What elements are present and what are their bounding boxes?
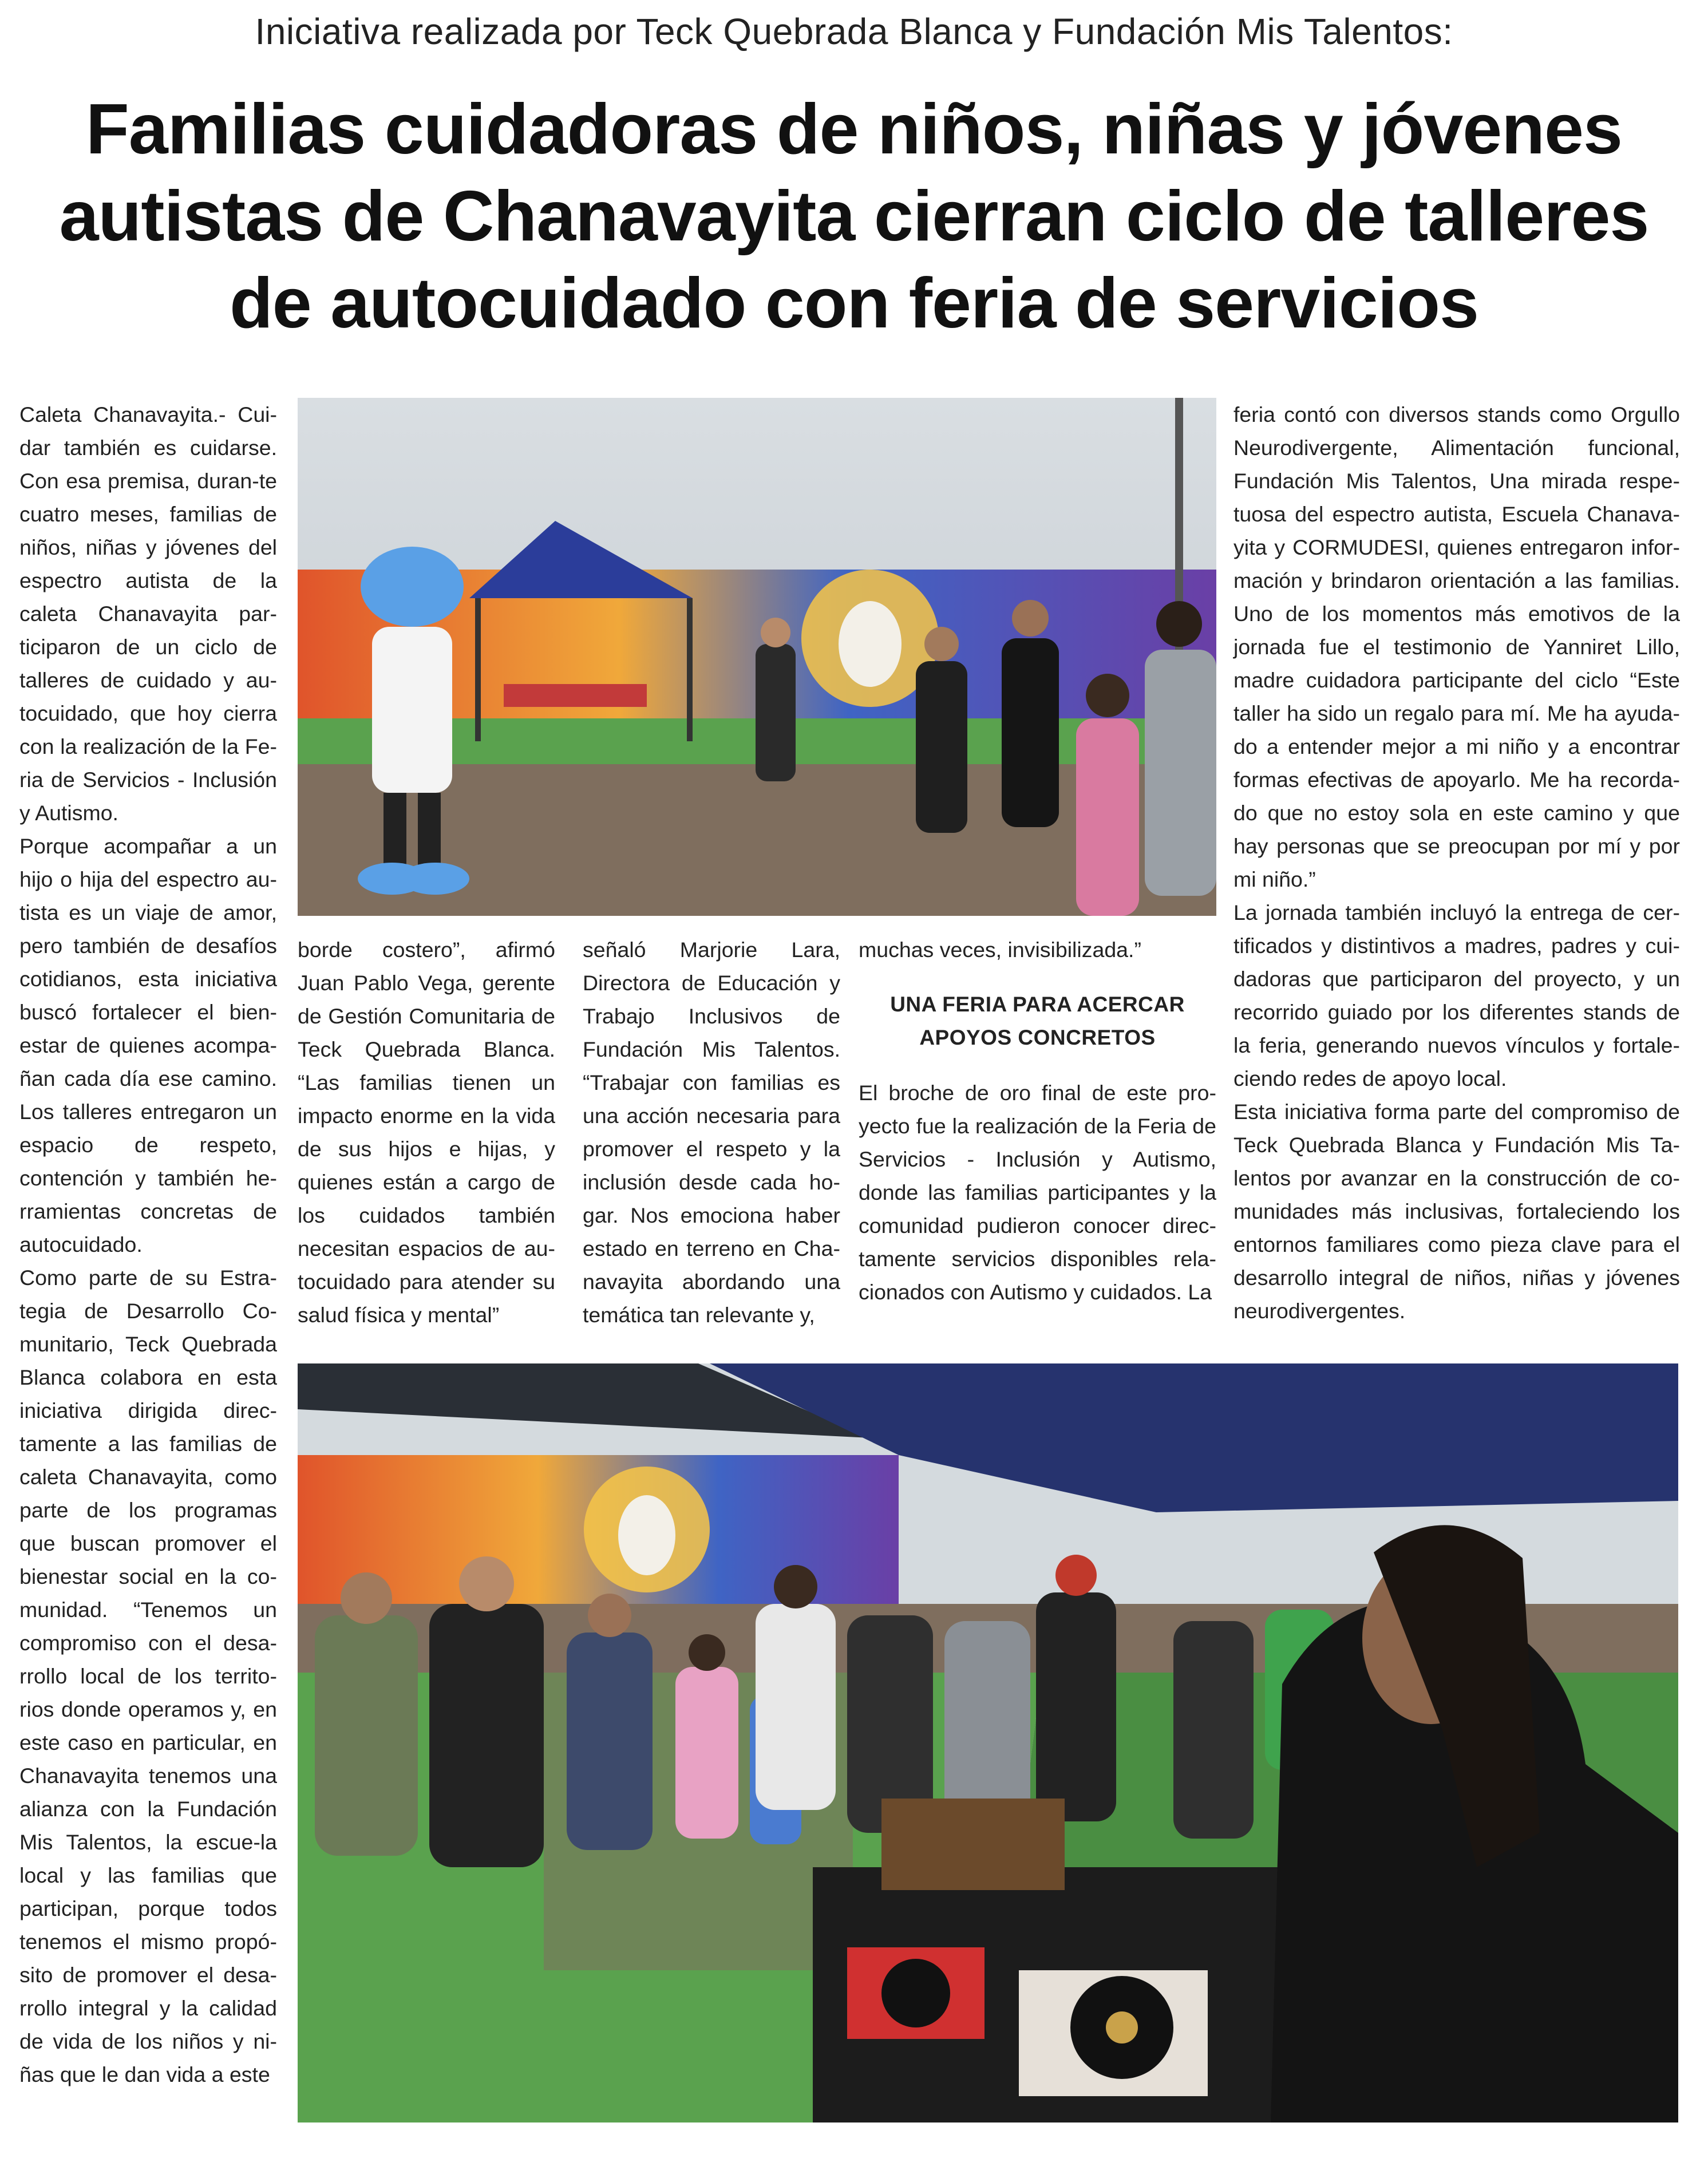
photo-mascot-at-fair (298, 398, 1216, 916)
text-column-5 (1233, 398, 1680, 1327)
headline-line-1: Familias cuidadoras de niños, niñas y jóvenes (86, 90, 1622, 169)
paragraph: Esta iniciativa forma parte del compromiso de Teck Quebrada Blanca y Fundación Mis Ta-lentos por avanzar en la construcción de co-munidades más inclusivas, fortaleciendo los entornos familiares como pieza clave para el desarrollo integral de niños, niñas y jóvenes neurodivergentes. (1233, 1100, 1680, 1323)
headline-line-3: de autocuidado con feria de servicios (230, 264, 1478, 343)
section-subhead (859, 988, 1216, 1054)
text-column-3 (583, 933, 840, 1331)
paragraph: Porque acompañar a un hijo o hija del espectro au-tista es un viaje de amor, pero también de desafíos cotidianos, esta iniciativa buscó fortalecer el bien-estar de quienes acompa-ñan cada día ese camino. Los talleres entregaron un espacio de respeto, contención y también he-rramientas concretas de autocuidado. (19, 834, 277, 1256)
paragraph: El broche de oro final de este pro-yecto fue la realización de la Feria de Servicios - Inclusión y Autismo, donde las familias participantes y la comunidad pudieron conocer direc-tamente servicios disponibles rela-cionados con Autismo y cuidados. La (859, 1081, 1216, 1304)
paragraph: borde costero”, afirmó Juan Pablo Vega, gerente de Gestión Comunitaria de Teck Quebrada Blanca. “Las familias tienen un impacto enorme en la vida de sus hijos e hijas, y quienes están a cargo de los cuidados también necesitan espacios de au-tocuidado para atender su salud física y mental” (298, 938, 555, 1327)
paragraph: La jornada también incluyó la entrega de cer-tificados y distintivos a madres, padres y cui-dadoras que participaron del proyecto, y un recorrido guiado por los diferentes stands de la feria, generando nuevos vínculos y fortale-ciendo redes de apoyo local. (1233, 900, 1680, 1090)
text-column-1 (19, 398, 277, 2091)
photo-dj-at-fair (298, 1363, 1678, 2122)
headline-line-2: autistas de Chanavayita cierran ciclo de talleres (59, 177, 1649, 256)
text-column-2 (298, 933, 555, 1331)
paragraph: Como parte de su Estra-tegia de Desarrollo Co-munitario, Teck Quebrada Blanca colabora en esta iniciativa dirigida direc-tamente a las familias de caleta Chanavayita, como parte de los programas que buscan promover el bienestar social en la co-munidad. “Tenemos un compromiso con el desa-rrollo local de los territo-rios donde operamos y, en este caso en particular, en Chanavayita tenemos una alianza con la Fundación Mis Talentos, la escue-la local y las familias que participan, porque todos tenemos el mismo propó-sito de promover el desa-rrollo integral y la calidad de vida de los niños y ni-ñas que le dan vida a este (19, 1266, 277, 2086)
article-kicker: Iniciativa realizada por Teck Quebrada Blanca y Fundación Mis Talentos: (255, 11, 1453, 52)
paragraph: Caleta Chanavayita.- Cui-dar también es cuidarse. Con esa premisa, duran-te cuatro meses, familias de niños, niñas y jóvenes del espectro autista de la caleta Chanavayita par-ticiparon de un ciclo de talleres de cuidado y au-tocuidado, que hoy cierra con la realización de la Fe-ria de Servicios - Inclusión y Autismo. (19, 402, 277, 825)
subhead-line-2: APOYOS CONCRETOS (919, 1026, 1156, 1049)
paragraph: muchas veces, invisibilizada.” (859, 938, 1141, 962)
text-column-4 (859, 933, 1216, 1309)
article-headline (23, 86, 1685, 347)
paragraph: señaló Marjorie Lara, Directora de Educación y Trabajo Inclusivos de Fundación Mis Talentos. “Trabajar con familias es una acción necesaria para promover el respeto y la inclusión desde cada ho-gar. Nos emociona haber estado en terreno en Cha-navayita abordando una temática tan relevante y, (583, 938, 840, 1327)
subhead-line-1: UNA FERIA PARA ACERCAR (890, 993, 1185, 1016)
paragraph: feria contó con diversos stands como Orgullo Neurodivergente, Alimentación funcional, Fundación Mis Talentos, Una mirada respe-tuosa del espectro autista, Escuela Chanava-yita y CORMUDESI, quienes entregaron infor-mación y brindaron orientación a las familias. Uno de los momentos más emotivos de la jornada fue el testimonio de Yanniret Lillo, madre cuidadora participante del ciclo “Este taller ha sido un regalo para mí. Me ha ayuda-do a entender mejor a mi niño y a encontrar formas efectivas de apoyarlo. Me ha recorda-do que no estoy sola en este camino y que hay personas que se preocupan por mí y por mi niño.” (1233, 402, 1680, 891)
